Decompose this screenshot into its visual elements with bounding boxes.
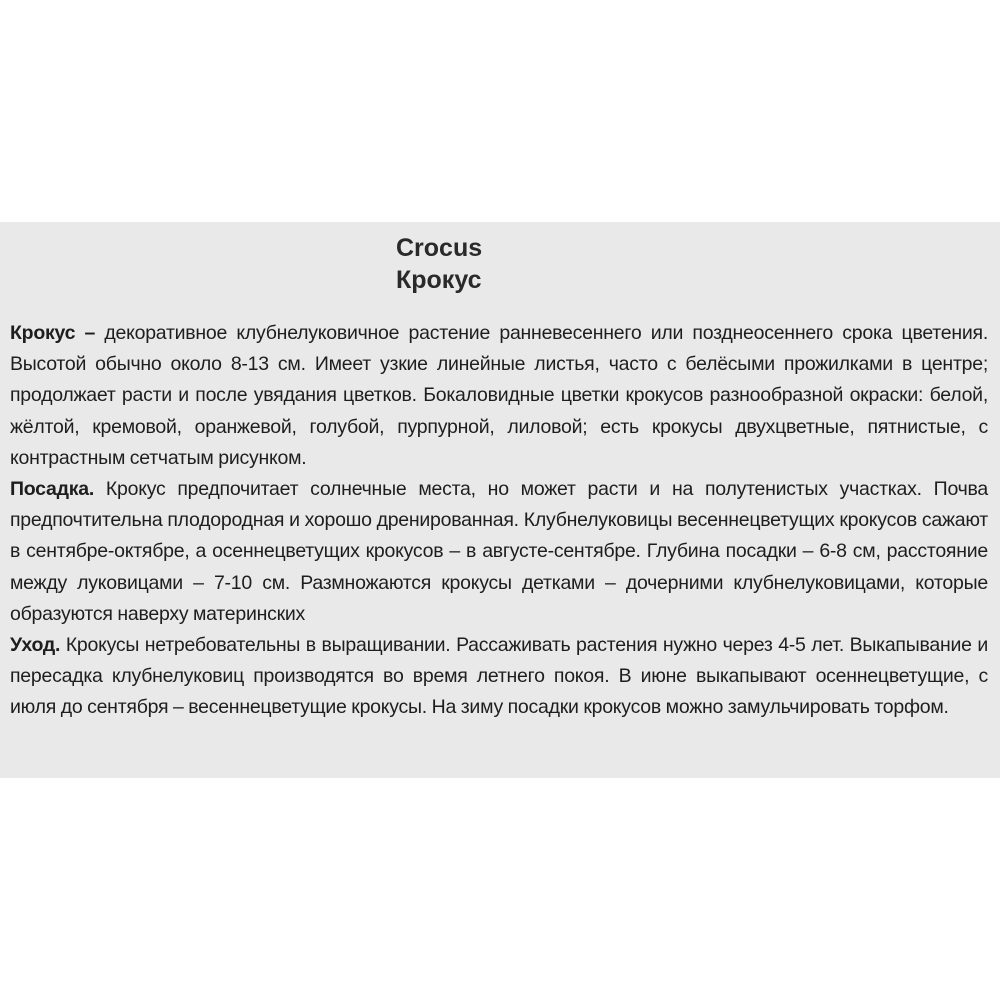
paragraph-care (10, 630, 988, 724)
text-care: Крокусы нетребовательны в выращивании. Рассаживать растения нужно через 4-5 лет. Выкапывание и пересадка клубнелуковиц производятся во время летнего покоя. В июне выкапывают осеннецветущие, с июля до сентября – весеннецветущие крокусы. На зиму посадки крокусов можно замульчировать торфом. (10, 634, 988, 719)
text-description: декоративное клубнелуковичное растение ранневесеннего или позднеосеннего срока цветения. Высотой обычно около 8-13 см. Имеет узкие линейные листья, часто с белёсыми прожилками в центре; продолжает расти и после увядания цветков. Бокаловидные цветки крокусов разнообразной окраски: белой, жёлтой, кремовой, оранжевой, голубой, пурпурной, лиловой; есть крокусы двухцветные, пятнистые, с контрастным сетчатым рисунком. (10, 322, 989, 469)
title-latin: Crocus (396, 234, 483, 262)
lead-description: Крокус – (10, 322, 96, 344)
title-block (396, 232, 482, 296)
description-body (10, 318, 988, 724)
title-russian: Крокус (396, 266, 482, 294)
lead-planting: Посадка. (10, 478, 94, 501)
label-card (0, 222, 1000, 778)
lead-care: Уход. (10, 634, 61, 657)
paragraph-description (10, 318, 988, 474)
text-planting: Крокус предпочитает солнечные места, но может расти и на полутенистых участках. Почва предпочтительна плодородная и хорошо дренированная. Клубнелуковицы весеннецветущих крокусов сажают в сентябре-октябре, а осеннецветущих крокусов – в августе-сентябре. Глубина посадки – 6-8 см, расстояние между луковицами – 7-10 см. Размножаются крокусы детками – дочерними клубнелуковицами, которые образуются наверху материнских (10, 478, 988, 625)
paragraph-planting (10, 474, 988, 630)
